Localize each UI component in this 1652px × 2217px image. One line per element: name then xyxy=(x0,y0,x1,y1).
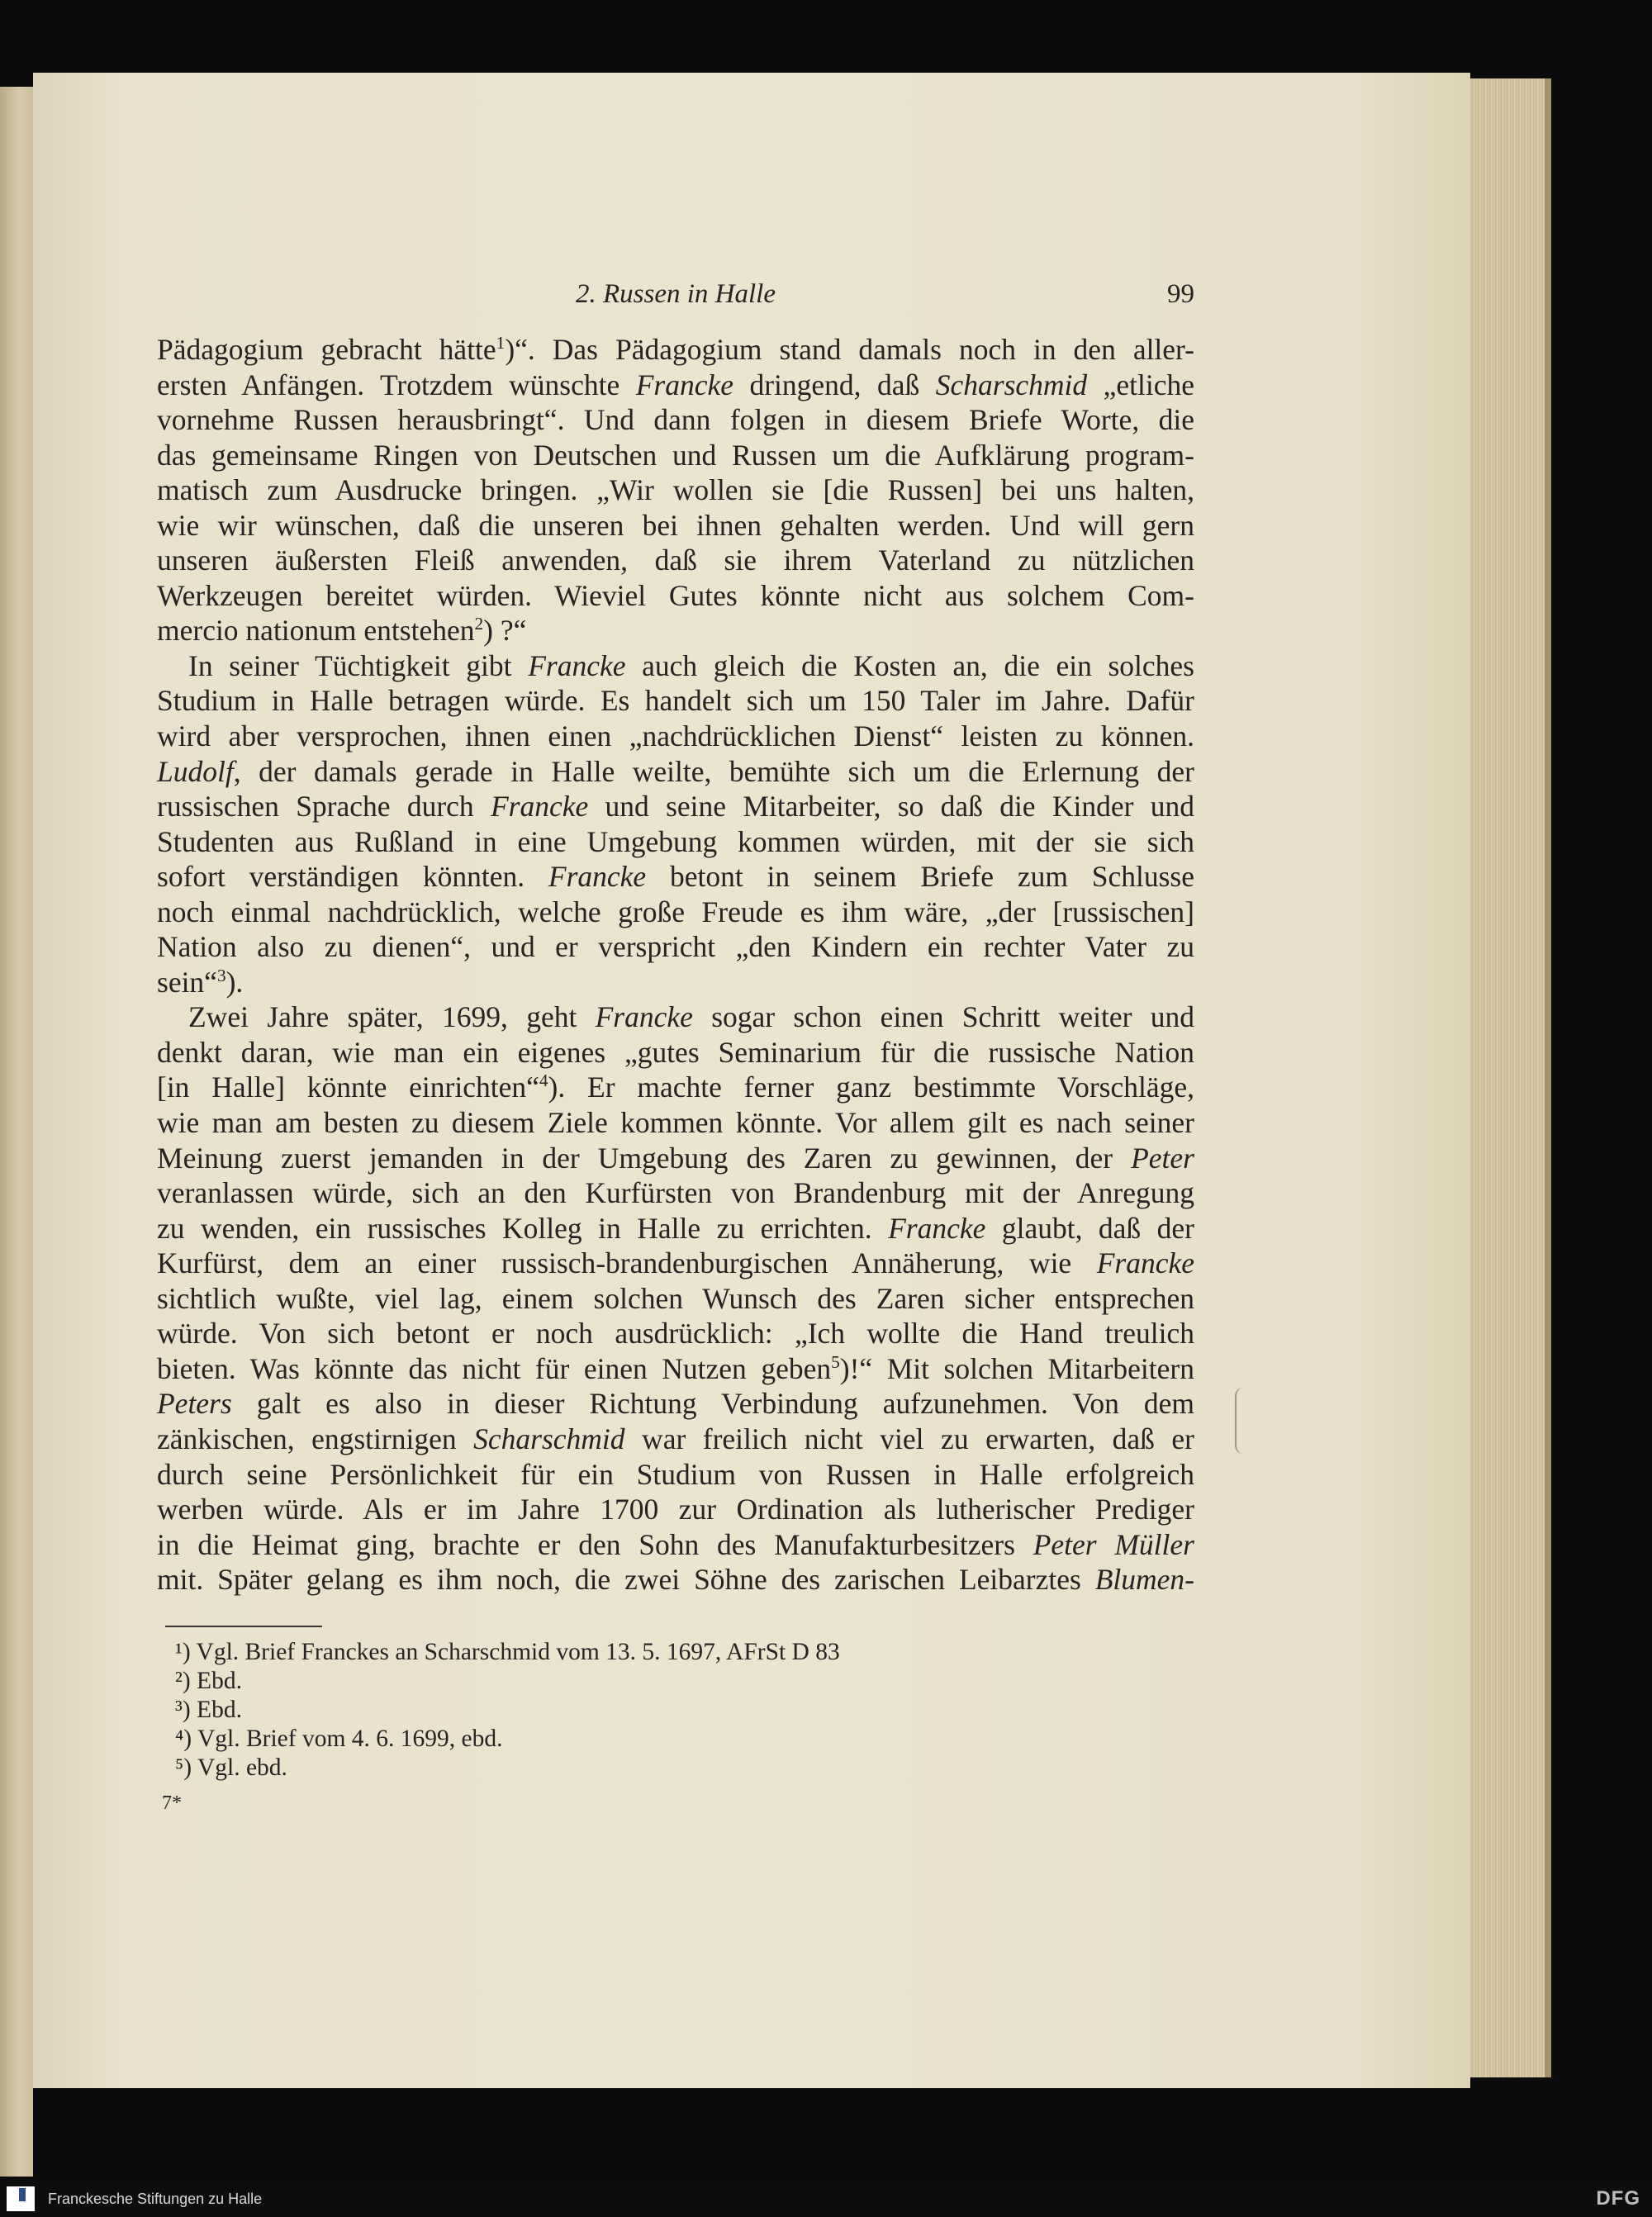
page-number: 99 xyxy=(1167,279,1194,309)
footnote: ¹) Vgl. Brief Franckes an Scharschmid vom 13. 5. 1697, AFrSt D 83 xyxy=(175,1639,840,1665)
institution-logo-icon[interactable] xyxy=(7,2186,35,2211)
text-line: mit. Später gelang es ihm noch, die zwei Söhne des zarischen Leibarztes Blumen- xyxy=(157,1563,1194,1597)
footnotes xyxy=(165,1638,1074,1783)
text-line: Studium in Halle betragen würde. Es handelt sich um 150 Taler im Jahre. Dafür xyxy=(157,684,1194,718)
text-line: matisch zum Ausdrucke bringen. „Wir wollen sie [die Russen] bei uns halten, xyxy=(157,473,1194,507)
body-text xyxy=(157,332,1194,1597)
text-line: bieten. Was könnte das nicht für einen Nutzen geben$^5$)!“ Mit solchen Mitarbeitern xyxy=(157,1351,1194,1385)
text-line: Werkzeugen bereitet würden. Wieviel Gutes könnte nicht aus solchem Com- xyxy=(157,578,1194,612)
text-line: ersten Anfängen. Trotzdem wünschte Francke dringend, daß Scharschmid „etliche xyxy=(157,368,1195,401)
text-line: werben würde. Als er im Jahre 1700 zur Ordination als lutherischer Prediger xyxy=(157,1493,1194,1526)
text-line: würde. Von sich betont er noch ausdrücklich: „Ich wollte die Hand treulich xyxy=(157,1317,1194,1351)
text-line: sofort verständigen könnten. Francke betont in seinem Briefe zum Schlusse xyxy=(157,860,1195,894)
text-line: denkt daran, wie man ein eigenes „gutes Seminarium für die russische Nation xyxy=(157,1035,1194,1069)
text-line: Peters galt es also in dieser Richtung Verbindung aufzunehmen. Von dem xyxy=(157,1387,1194,1421)
text-line: Pädagogium gebracht hätte$^1$)“. Das Pädagogium stand damals noch in den aller- xyxy=(157,333,1194,366)
signature-mark: 7* xyxy=(162,1792,182,1814)
text-line: unseren äußersten Fleiß anwenden, daß sie ihrem Vaterland zu nützlichen xyxy=(157,544,1194,577)
text-line: wie wir wünschen, daß die unseren bei ihnen gehalten werden. Und will gern xyxy=(157,508,1194,542)
footnote: ²) Ebd. xyxy=(175,1668,242,1694)
text-line: das gemeinsame Ringen von Deutschen und Russen um die Aufklärung program- xyxy=(157,438,1194,472)
viewer-footer-bar xyxy=(0,2181,1652,2217)
margin-pencil-mark xyxy=(1235,1388,1248,1454)
text-line: sichtlich wußte, viel lag, einem solchen Wunsch des Zaren sicher entsprechen xyxy=(157,1281,1194,1315)
text-line: Studenten aus Rußland in eine Umgebung kommen würden, mit der sie sich xyxy=(157,824,1194,858)
text-line: in die Heimat ging, brachte er den Sohn des Manufakturbesitzers Peter Müller xyxy=(157,1527,1194,1561)
footnote: ⁴) Vgl. Brief vom 4. 6. 1699, ebd. xyxy=(175,1726,503,1752)
text-line: Kurfürst, dem an einer russisch-brandenburgischen Annäherung, wie Francke xyxy=(157,1246,1194,1280)
text-line: Ludolf, der damals gerade in Halle weilte, bemühte sich um die Erlernung der xyxy=(157,754,1194,788)
page-stack-edges xyxy=(1470,78,1551,2077)
text-line: durch seine Persönlichkeit für ein Studium von Russen in Halle erfolgreich xyxy=(157,1457,1194,1491)
text-line: wird aber versprochen, ihnen einen „nachdrücklichen Dienst“ leisten zu können. xyxy=(157,719,1194,753)
institution-name[interactable]: Franckesche Stiftungen zu Halle xyxy=(48,2191,263,2207)
dfg-logo[interactable]: DFG xyxy=(1596,2187,1640,2210)
text-line: wie man am besten zu diesem Ziele kommen könnte. Vor allem gilt es nach seiner xyxy=(157,1106,1194,1140)
text-line: russischen Sprache durch Francke und seine Mitarbeiter, so daß die Kinder und xyxy=(157,790,1194,824)
text-line: zänkischen, engstirnigen Scharschmid war freilich nicht viel zu erwarten, daß er xyxy=(157,1422,1195,1455)
text-line: Zwei Jahre später, 1699, geht Francke sogar schon einen Schritt weiter und xyxy=(188,1000,1194,1034)
footnote: ³) Ebd. xyxy=(175,1697,242,1723)
text-line: vornehme Russen herausbringt“. Und dann folgen in diesem Briefe Worte, die xyxy=(157,403,1194,437)
text-line: mercio nationum entstehen$^2$) ?“ xyxy=(157,614,527,648)
left-page-edge xyxy=(0,87,33,2177)
text-line: Meinung zuerst jemanden in der Umgebung des Zaren zu gewinnen, der Peter xyxy=(157,1141,1194,1175)
text-line: zu wenden, ein russisches Kolleg in Halle zu errichten. Francke glaubt, daß der xyxy=(157,1211,1194,1245)
footnote-rule xyxy=(165,1626,322,1627)
text-line: Nation also zu dienen“, und er verspricht „den Kindern ein rechter Vater zu xyxy=(157,930,1194,964)
running-head xyxy=(157,279,1194,317)
text-line: In seiner Tüchtigkeit gibt Francke auch gleich die Kosten an, die ein solches xyxy=(188,648,1194,682)
text-line: sein“$^3$). xyxy=(157,965,244,999)
footnote: ⁵) Vgl. ebd. xyxy=(175,1754,287,1781)
text-line: [in Halle] könnte einrichten“$^4$). Er machte ferner ganz bestimmte Vorschläge, xyxy=(157,1071,1194,1104)
text-line: noch einmal nachdrücklich, welche große Freude es ihm wäre, „der [russischen] xyxy=(157,895,1194,928)
chapter-title: 2. Russen in Halle xyxy=(576,279,776,309)
text-line: veranlassen würde, sich an den Kurfürsten von Brandenburg mit der Anregung xyxy=(157,1176,1194,1210)
